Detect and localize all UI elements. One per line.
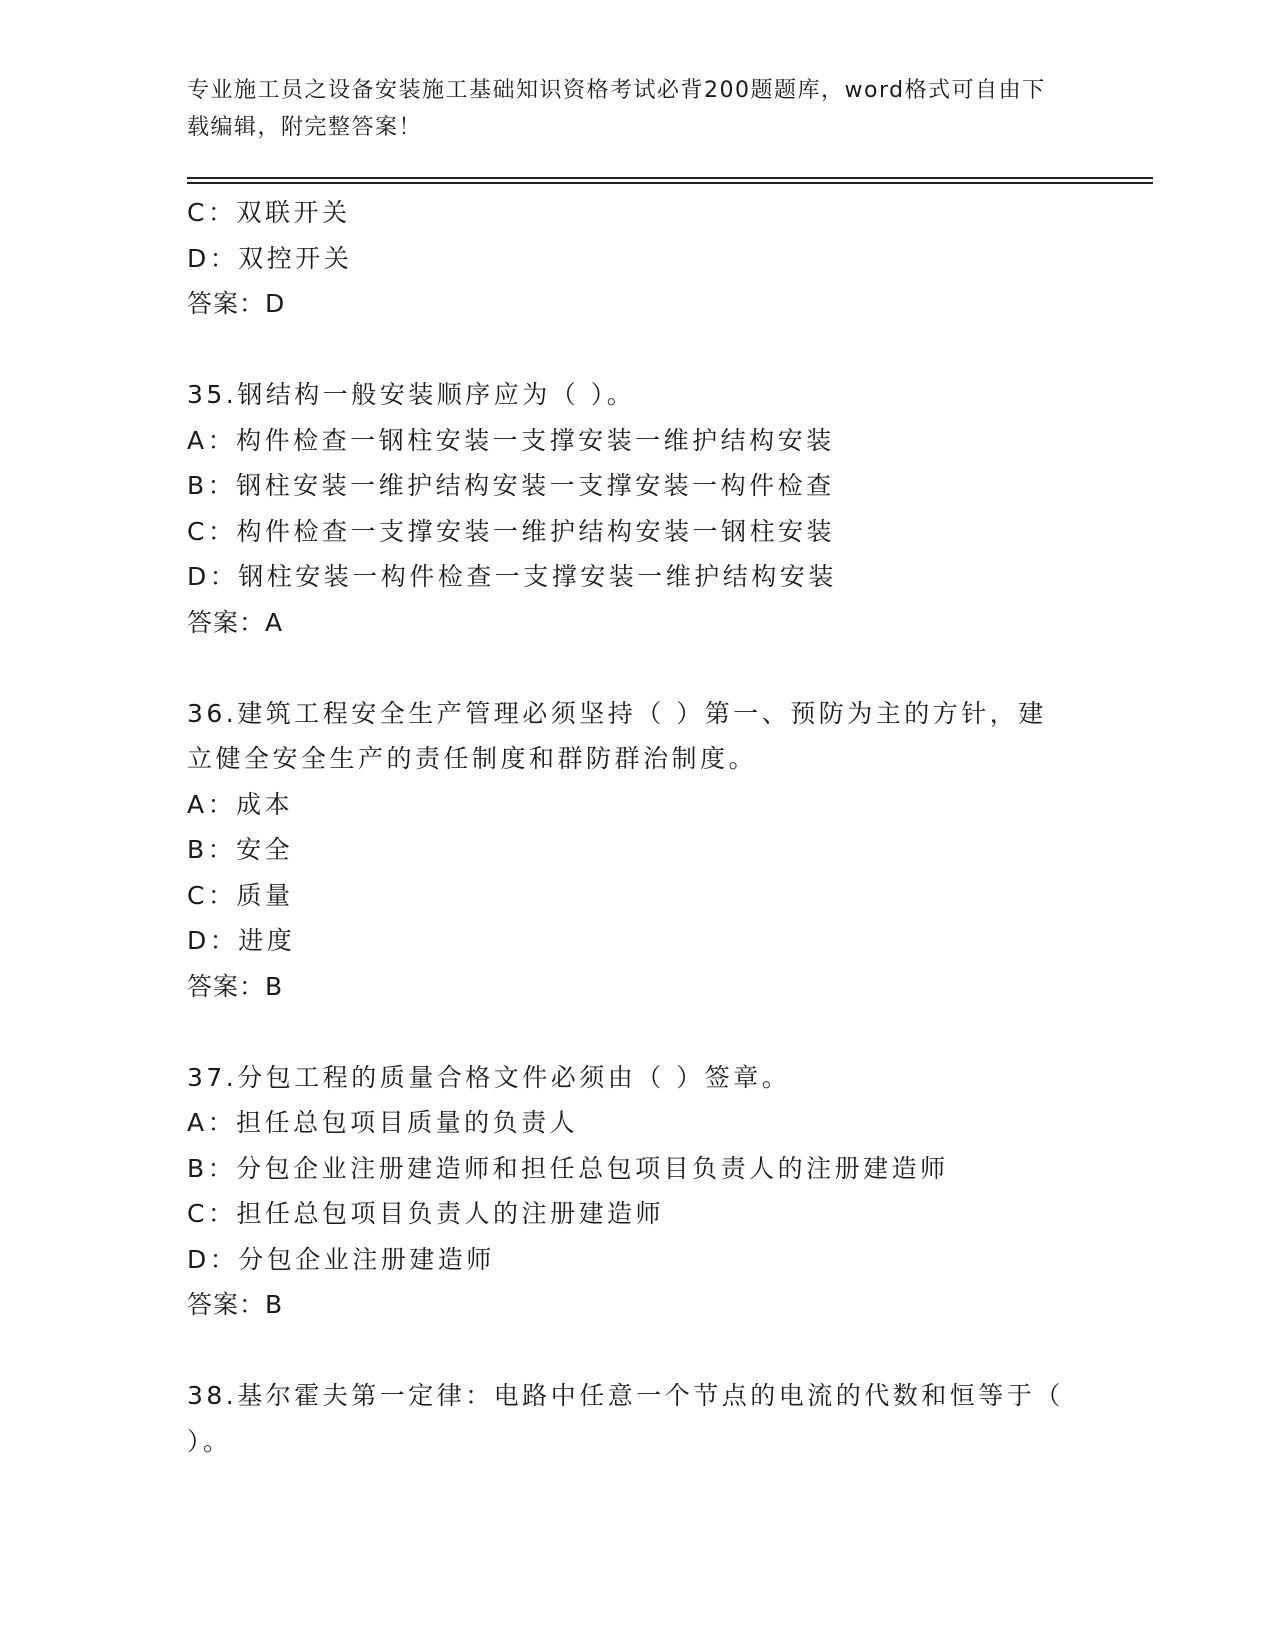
question-block-38	[187, 1373, 1067, 1464]
option-c: C：质量	[187, 880, 294, 910]
header-divider-top	[187, 177, 1153, 179]
question-block-previous	[187, 190, 1067, 327]
question-block-35	[187, 372, 1067, 645]
option-d: D：钢柱安装一构件检查一支撑安装一维护结构安装	[187, 562, 837, 591]
answer-line: 答案：B	[187, 971, 284, 1001]
option-d: D：进度	[187, 926, 296, 955]
spacer	[187, 327, 1067, 373]
document-header: 专业施工员之设备安装施工基础知识资格考试必背200题题库，word格式可自由下载编辑，附完整答案！	[187, 78, 1046, 140]
question-block-37	[187, 1055, 1067, 1328]
question-list	[187, 190, 1067, 1464]
question-text: 37.分包工程的质量合格文件必须由（ ）签章。	[187, 1062, 791, 1092]
option-c: C：担任总包项目负责人的注册建造师	[187, 1199, 664, 1228]
spacer	[187, 1009, 1067, 1055]
option-b: B：钢柱安装一维护结构安装一支撑安装一构件检查	[187, 471, 835, 500]
option-d: D：双控开关	[187, 243, 353, 273]
question-text: 35.钢结构一般安装顺序应为（ ）。	[187, 380, 636, 409]
option-a: A：担任总包项目质量的负责人	[187, 1108, 579, 1137]
question-block-36	[187, 691, 1067, 1010]
option-d: D：分包企业注册建造师	[187, 1244, 495, 1274]
spacer	[187, 1328, 1067, 1374]
option-a: A：成本	[187, 789, 294, 819]
answer-line: 答案：B	[187, 1290, 284, 1319]
header-divider-bottom	[187, 182, 1153, 184]
answer-line: 答案：A	[187, 607, 284, 637]
option-a: A：构件检查一钢柱安装一支撑安装一维护结构安装	[187, 425, 835, 455]
spacer	[187, 645, 1067, 691]
option-c: C：构件检查一支撑安装一维护结构安装一钢柱安装	[187, 516, 835, 546]
option-b: B：安全	[187, 835, 294, 864]
question-text: 36.建筑工程安全生产管理必须坚持（ ）第一、预防为主的方针，建立健全安全生产的责任制度和群防群治制度。	[187, 698, 1047, 773]
answer-line: 答案：D	[187, 289, 286, 318]
option-b: B：分包企业注册建造师和担任总包项目负责人的注册建造师	[187, 1153, 949, 1183]
option-c: C：双联开关	[187, 198, 351, 227]
question-text: 38.基尔霍夫第一定律：电路中任意一个节点的电流的代数和恒等于（ ）。	[187, 1381, 1064, 1456]
